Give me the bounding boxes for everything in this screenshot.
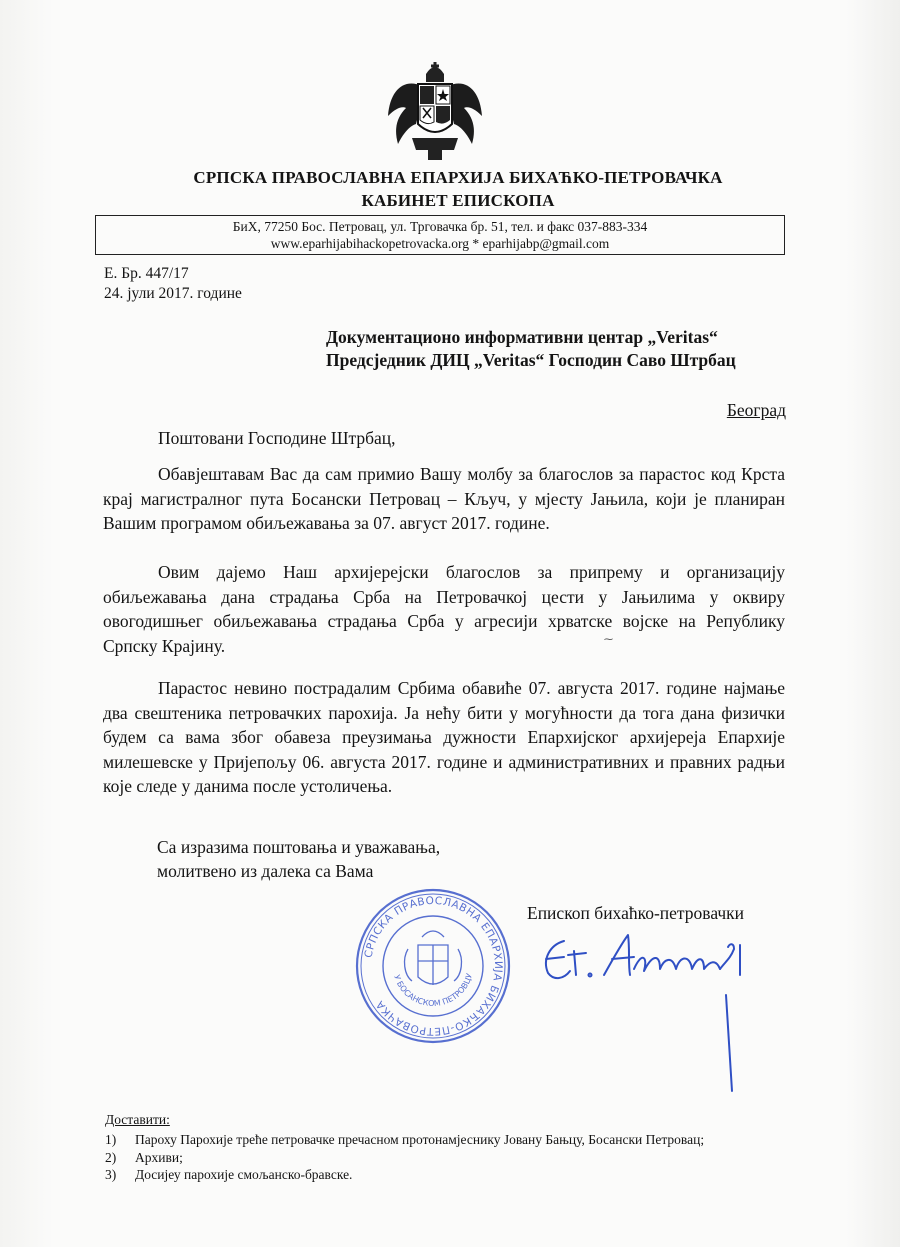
list-item: 3) Досијеу парохије смољанско-бравске. [105, 1167, 353, 1182]
scan-mark: ⁓ [604, 634, 613, 644]
body-paragraph: Овим дајемо Наш архијерејски благослов за припрему и организацију обиљежавања дана страдања Срба на Петровачкој цести у Јањилима у оквиру овогодишњег обиљежавања страдања Срба у агресији хрватске војске на Републику Српску Крајину. [103, 562, 785, 656]
svg-text:СРПСКА ПРАВОСЛАВНА ЕПАРХИЈА БИ: СРПСКА ПРАВОСЛАВНА ЕПАРХИЈА БИХАЋКО-ПЕТРОВАЧКА [362, 894, 505, 1038]
body-paragraph: Обавјештавам Вас да сам примио Вашу молбу за благослов за парастос код Крста крај магистралног пута Босански Петровац – Кључ, у мјесту Јањила, који је планиран Вашим програмом обиљежавања за 07. август 2017. године. [103, 464, 785, 533]
official-seal-stamp [352, 885, 514, 1047]
reference-number: Е. Бр. 447/17 [104, 265, 189, 282]
recipient-organization: Документационо информативни центар „Veritas“ [326, 327, 718, 347]
body-paragraph: Парастос невино пострадалим Србима обавиће 07. августа 2017. године најмање два свештеника петровачких парохија. Ја нећу бити у могућности да тога дана физички будем са вама због обавеза преузимања дужности Епархијског архијереја Епархије милешевске у Пријепољу 06. августа 2017. године и административних и правних радњи које следе у данима после устоличења. [103, 678, 785, 796]
closing-line: Са изразима поштовања и уважавања, [157, 837, 441, 857]
address-box [95, 215, 785, 255]
recipient-person: Предсједник ДИЦ „Veritas“ Господин Саво Штрбац [326, 350, 736, 370]
letter-date: 24. јули 2017. године [104, 285, 242, 302]
closing-line: молитвено из далека са Вама [157, 861, 374, 881]
address-line: БиХ, 77250 Бос. Петровац, ул. Трговачка бр. 51, тел. и факс 037-883-334 [232, 219, 648, 234]
distribution-heading: Доставити: [105, 1112, 170, 1127]
salutation: Поштовани Господине Штрбац, [158, 428, 396, 448]
eparchy-coat-of-arms-icon [382, 60, 488, 164]
list-item: 2) Архиви; [105, 1149, 183, 1165]
contact-line: www.eparhijabihackopetrovacka.org * eparhijabp@gmail.com [270, 236, 610, 251]
eparchy-name: СРПСКА ПРАВОСЛАВНА ЕПАРХИЈА БИХАЋКО-ПЕТРОВАЧКА [193, 168, 723, 187]
signatory-title: Епископ бихаћко-петровачки [527, 903, 745, 923]
handwritten-signature [530, 925, 770, 1095]
list-item: 1) Пароху Парохије треће петровачке пречасном протонамјеснику Јовану Бањцу, Босански Петровац; [105, 1132, 705, 1147]
distribution-list [105, 1131, 704, 1184]
svg-text:У БОСАНСКОМ ПЕТРОВЦУ: У БОСАНСКОМ ПЕТРОВЦУ [392, 972, 475, 1009]
office-name: КАБИНЕТ ЕПИСКОПА [361, 191, 555, 210]
recipient-city: Београд [726, 400, 786, 420]
